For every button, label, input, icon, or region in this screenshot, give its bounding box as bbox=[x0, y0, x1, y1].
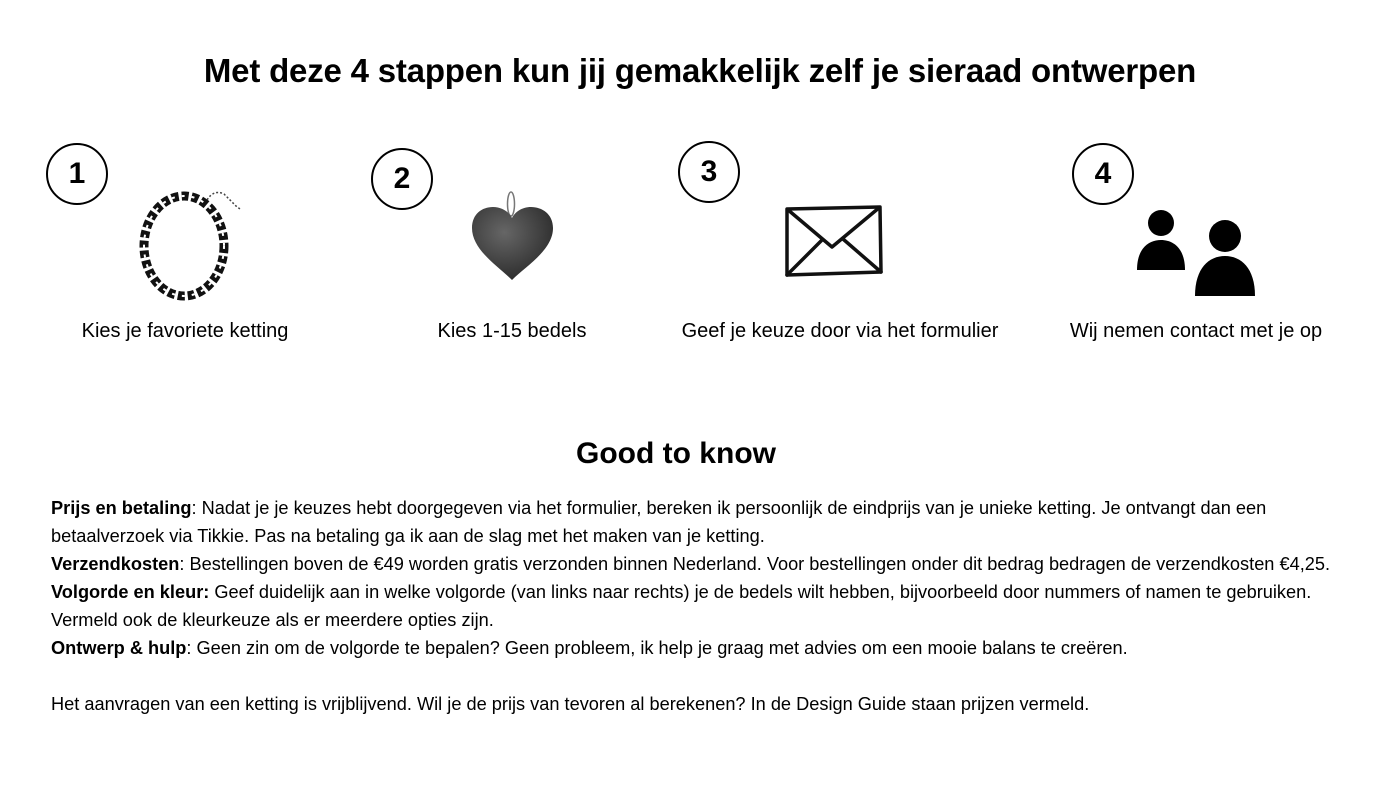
necklace-icon bbox=[132, 186, 244, 304]
page-title: Met deze 4 stappen kun jij gemakkelijk zelf je sieraad ontwerpen bbox=[203, 52, 1197, 89]
footer-note: Het aanvragen van een ketting is vrijblijvend. Wil je de prijs van tevoren al berekenen? In de Design Guide staan prijzen vermeld. bbox=[51, 694, 1090, 714]
info-text: : Bestellingen boven de €49 worden gratis verzonden binnen Nederland. Voor bestellingen onder dit bedrag bedragen de verzendkosten €4,25. bbox=[179, 554, 1331, 574]
step-3-label: Geef je keuze door via het formulier bbox=[681, 320, 999, 342]
good-to-know-heading: Good to know bbox=[576, 437, 776, 470]
info-verzendkosten bbox=[51, 550, 1351, 578]
info-label: Verzendkosten bbox=[51, 554, 180, 574]
step-1-number: 1 bbox=[46, 143, 108, 205]
people-icon bbox=[1134, 206, 1260, 300]
info-label: Volgorde en kleur: bbox=[51, 582, 210, 602]
info-text: Geef duidelijk aan in welke volgorde (van links naar rechts) je de bedels wilt hebben, bijvoorbeeld door nummers of namen te gebruiken. Vermeld ook de kleurkeuze als er meerdere opties zijn. bbox=[51, 582, 1312, 630]
info-volgorde-kleur bbox=[51, 578, 1351, 634]
info-prijs-betaling bbox=[51, 494, 1351, 550]
step-4-label: Wij nemen contact met je op bbox=[1069, 320, 1323, 342]
spacer bbox=[51, 662, 1351, 690]
step-2-number: 2 bbox=[371, 148, 433, 210]
good-to-know-content bbox=[51, 494, 1351, 718]
info-label: Ontwerp & hulp bbox=[51, 638, 187, 658]
step-3-number: 3 bbox=[678, 141, 740, 203]
envelope-icon bbox=[782, 204, 886, 280]
info-label: Prijs en betaling bbox=[51, 498, 192, 518]
step-1-label: Kies je favoriete ketting bbox=[81, 320, 289, 342]
heart-charm-icon bbox=[468, 190, 558, 284]
step-2-label: Kies 1-15 bedels bbox=[437, 320, 587, 342]
info-text: : Geen zin om de volgorde te bepalen? Geen probleem, ik help je graag met advies om een mooie balans te creëren. bbox=[186, 638, 1128, 658]
info-text: : Nadat je je keuzes hebt doorgegeven via het formulier, bereken ik persoonlijk de eindprijs van je unieke ketting. Je ontvangt dan een betaalverzoek via Tikkie. Pas na betaling ga ik aan de slag met het maken van je ketting. bbox=[51, 498, 1267, 546]
info-ontwerp-hulp bbox=[51, 634, 1351, 662]
step-4-number: 4 bbox=[1072, 143, 1134, 205]
